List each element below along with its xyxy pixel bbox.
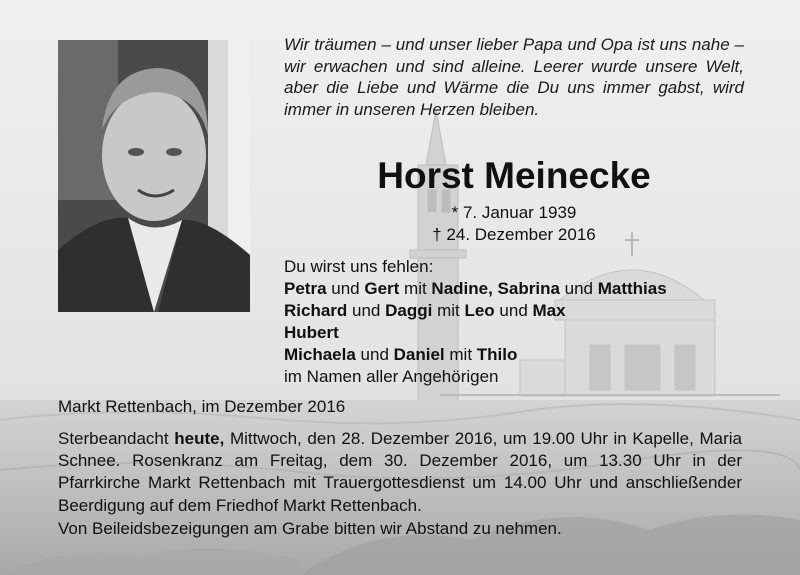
life-dates [284,202,744,246]
service-notice: Sterbeandacht heute, Mittwoch, den 28. Dezember 2016, um 19.00 Uhr in Kapelle, Maria Schnee. Rosenkranz am Freitag, dem 30. Dezember 2016, um 13.30 Uhr in der Pfarrkirche Markt Rettenbach mit Trauergottesdienst um 14.00 Uhr und anschließender Beerdigung auf dem Friedhof Markt Rettenbach. [58,429,742,515]
deceased-name: Horst Meinecke [377,155,651,196]
death-date: † 24. Dezember 2016 [432,225,596,244]
mourners-list [284,256,754,388]
portrait-photo [58,40,250,312]
mourners-line-2: Richard und Daggi mit Leo und Max [284,301,566,320]
mourners-line-1: Petra und Gert mit Nadine, Sabrina und Matthias [284,279,667,298]
mourners-intro: Du wirst uns fehlen: [284,257,434,276]
birth-date: * 7. Januar 1939 [451,203,577,222]
place-and-date: Markt Rettenbach, im Dezember 2016 [58,397,346,416]
mourners-outro: im Namen aller Angehörigen [284,367,499,386]
mourners-line-3: Hubert [284,323,339,342]
closing-note: Von Beileidsbezeigungen am Grabe bitten wir Abstand zu nehmen. [58,519,562,538]
mourners-line-4: Michaela und Daniel mit Thilo [284,345,518,364]
memorial-verse: Wir träumen – und unser lieber Papa und Opa ist uns nahe – wir erwachen und sind alleine. Leerer wurde unsere Welt, aber die Liebe und Wärme die Du uns immer gabst, wird immer in unseren Herzen bleiben. [284,35,744,119]
